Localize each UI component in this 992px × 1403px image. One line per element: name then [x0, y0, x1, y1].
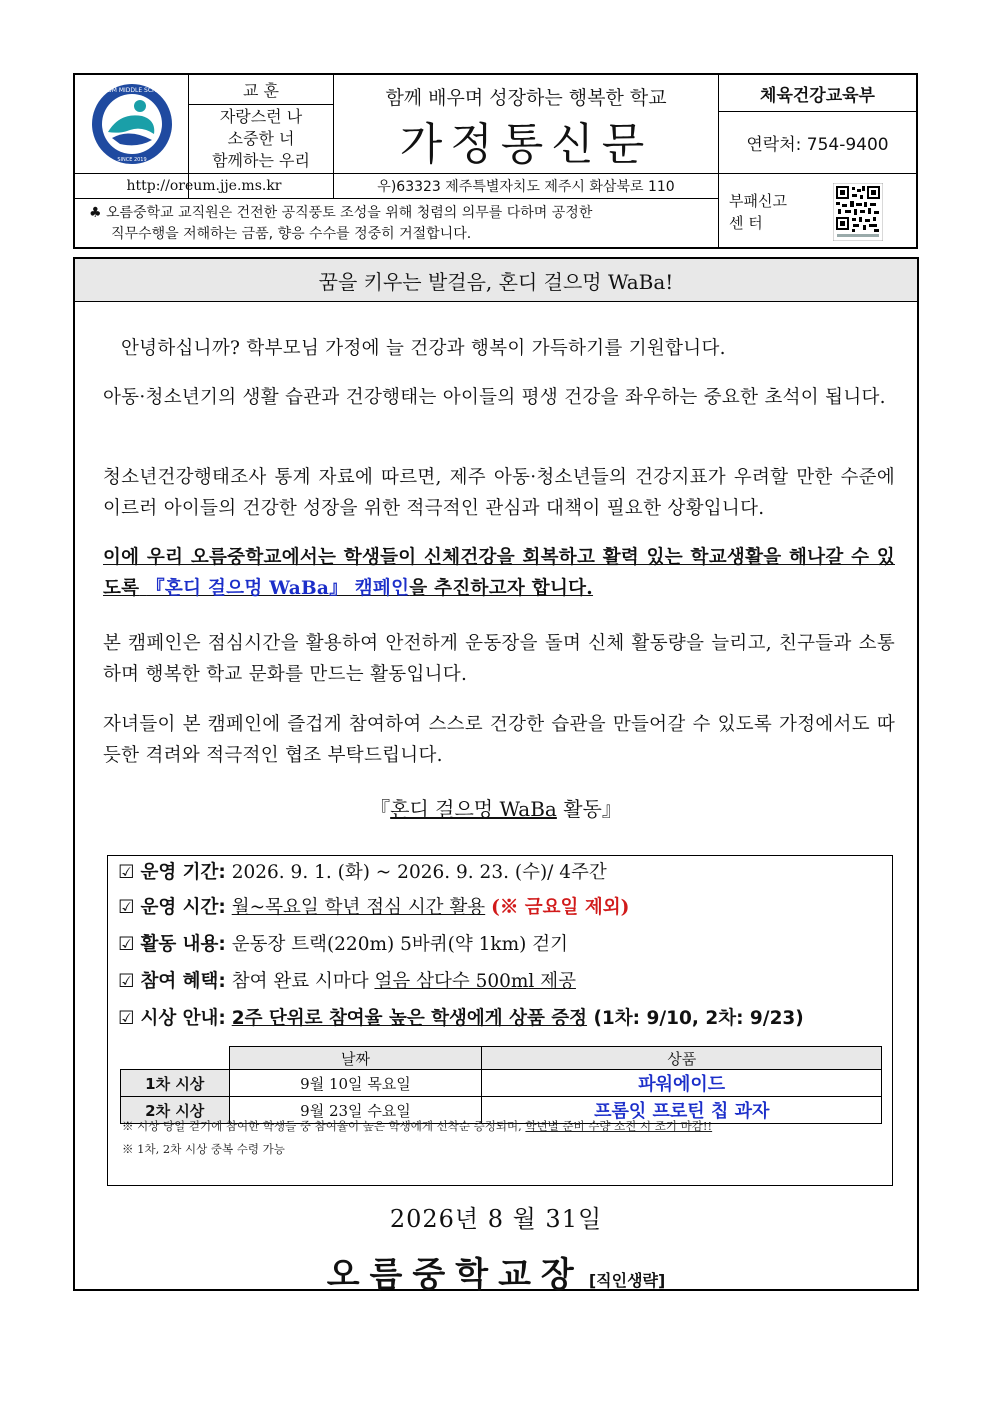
emphasis-paragraph: [103, 542, 895, 604]
info-row-benefit: [118, 967, 576, 993]
content-value: 운동장 트랙(220m) 5바퀴(약 1km) 걷기: [231, 934, 568, 955]
bracket-open: 『: [370, 797, 391, 821]
date-cell: 9월 23일 수요일: [229, 1097, 482, 1124]
body-paragraph: 청소년건강행태조사 통계 자료에 따르면, 제주 아동·청소년들의 건강지표가 우려할 만한 수준에 이르러 아이들의 건강한 성장을 위한 적극적인 관심과 대책이 필요한 상황입니다.: [103, 467, 895, 519]
principal-signature: [75, 1247, 917, 1296]
school-slogan: 함께 배우며 성장하는 행복한 학교: [385, 86, 667, 109]
contact-number: 연락처: 754-9400: [746, 135, 889, 155]
activity-info-box: [107, 855, 893, 1186]
school-address: 우)63323 제주특별자치도 제주시 화삼북로 110: [377, 179, 675, 195]
award-value: 2주 단위로 참여율 높은 학생에게 상품 증정: [231, 1008, 588, 1029]
round-cell: 2차 시상: [121, 1097, 230, 1124]
body-paragraph: 자녀들이 본 캠페인에 즐겁게 참여하여 스스로 건강한 습관을 만들어갈 수 있도록 가정에서도 따듯한 격려와 적극적인 협조 부탁드립니다.: [103, 714, 895, 766]
newsletter-title: 가정통신문: [399, 119, 653, 170]
integrity-notice-line: 직무수행을 저해하는 금품, 향응 수수를 정중히 거절합니다.: [111, 226, 472, 242]
principal-title: 오름중학교장: [326, 1255, 584, 1295]
table-header-row: [121, 1047, 882, 1070]
motto-text: [189, 105, 333, 173]
footnote-highlight: 학년별 준비 수량 소진 시 조기 마감!!: [525, 1119, 713, 1133]
main-content-frame: [73, 257, 919, 1295]
issue-date: 2026년 8 월 31일: [389, 1205, 603, 1233]
content-label: 활동 내용:: [140, 934, 226, 955]
school-logo: [75, 75, 188, 173]
svg-text:OREUM MIDDLE SCHOOL: OREUM MIDDLE SCHOOL: [94, 87, 169, 94]
newsletter-header: [73, 73, 918, 249]
info-row-period: [118, 858, 607, 884]
date-cell: 9월 10일 목요일: [229, 1070, 482, 1097]
notice-title: 꿈을 키우는 발걸음, 혼디 걸으멍 WaBa!: [75, 259, 917, 302]
period-label: 운영 기간:: [140, 862, 226, 883]
campaign-name: 『혼디 걸으멍 WaBa』 캠페인: [146, 578, 410, 599]
report-center-label: [729, 190, 787, 234]
table-header-prize: 상품: [482, 1047, 882, 1070]
footnote: ※ 1차, 2차 시상 중복 수령 가능: [122, 1142, 285, 1156]
body-paragraph: 아동·청소년기의 생활 습관과 건강행태는 아이들의 평생 건강을 좌우하는 중요한 초석이 됩니다.: [103, 387, 886, 408]
motto-line: 함께하는 우리: [212, 151, 310, 170]
emphasis-text: 을 추진하고자 합니다.: [409, 578, 594, 599]
motto-label: 교 훈: [243, 81, 279, 100]
table-header-date: 날짜: [229, 1047, 482, 1070]
checkbox-icon: ☑: [118, 1008, 135, 1029]
report-center-line: 센 터: [729, 214, 763, 232]
info-row-time: [118, 893, 629, 919]
activity-heading-tail: 활동』: [556, 797, 622, 821]
round-cell: 1차 시상: [121, 1070, 230, 1097]
time-note: (※ 금요일 제외): [491, 897, 630, 918]
school-url[interactable]: http://oreum.jje.ms.kr: [126, 178, 282, 194]
checkbox-icon: ☑: [118, 862, 135, 883]
activity-heading: [75, 793, 917, 822]
greeting-paragraph: 안녕하십니까? 학부모님 가정에 늘 건강과 행복이 가득하기를 기원합니다.: [121, 338, 726, 359]
footnote: [122, 1118, 712, 1134]
award-dates: (1차: 9/10, 2차: 9/23): [587, 1008, 804, 1029]
activity-heading-core: 혼디 걸으멍 WaBa: [390, 797, 557, 821]
benefit-value: 참여 완료 시마다: [231, 971, 375, 992]
award-table: [120, 1046, 882, 1124]
report-center-line: 부패신고: [729, 192, 787, 210]
body-paragraph: 본 캠페인은 점심시간을 활용하여 안전하게 운동장을 돌며 신체 활동량을 늘리고, 친구들과 소통하며 행복한 학교 문화를 만드는 활동입니다.: [103, 633, 895, 685]
time-label: 운영 시간:: [140, 897, 226, 918]
time-value: 월~목요일 학년 점심 시간 활용: [231, 897, 486, 918]
integrity-notice-line: ♣ 오름중학교 교직원은 건전한 공직풍토 조성을 위해 청렴의 의무를 다하며 공정한: [89, 205, 593, 221]
period-value: 2026. 9. 1. (화) ~ 2026. 9. 23. (수)/ 4주간: [231, 862, 607, 883]
award-label: 시상 안내:: [140, 1008, 226, 1029]
emphasis-text: 이에 우리 오름중학교에서는 학생들이 신체건강을 회복하고 활력 있는 학교생활을 해나갈 수 있도록: [103, 547, 895, 599]
svg-text:SINCE 2019: SINCE 2019: [116, 157, 147, 163]
seal-note: [직인생략]: [588, 1271, 666, 1290]
benefit-highlight: 얼음 삼다수 500ml 제공: [374, 971, 576, 992]
table-corner: [121, 1047, 230, 1070]
department-name: 체육건강교육부: [760, 85, 875, 106]
integrity-notice: [89, 203, 709, 245]
motto-line: 자랑스런 나: [219, 107, 303, 126]
checkbox-icon: ☑: [118, 971, 135, 992]
checkbox-icon: ☑: [118, 934, 135, 955]
prize-cell: 프롬잇 프로틴 칩 과자: [482, 1097, 882, 1124]
qr-code-icon[interactable]: [833, 183, 883, 241]
footnote-text: ※ 시상 당일 걷기에 참여한 학생들 중 참여율이 높은 학생에게 선착순 증정되며,: [122, 1119, 526, 1133]
info-row-content: [118, 930, 568, 956]
motto-line: 소중한 너: [227, 129, 295, 148]
checkbox-icon: ☑: [118, 897, 135, 918]
benefit-label: 참여 혜택:: [140, 971, 226, 992]
table-row: [121, 1070, 882, 1097]
prize-cell: 파워에이드: [482, 1070, 882, 1097]
info-row-award: [118, 1004, 804, 1030]
